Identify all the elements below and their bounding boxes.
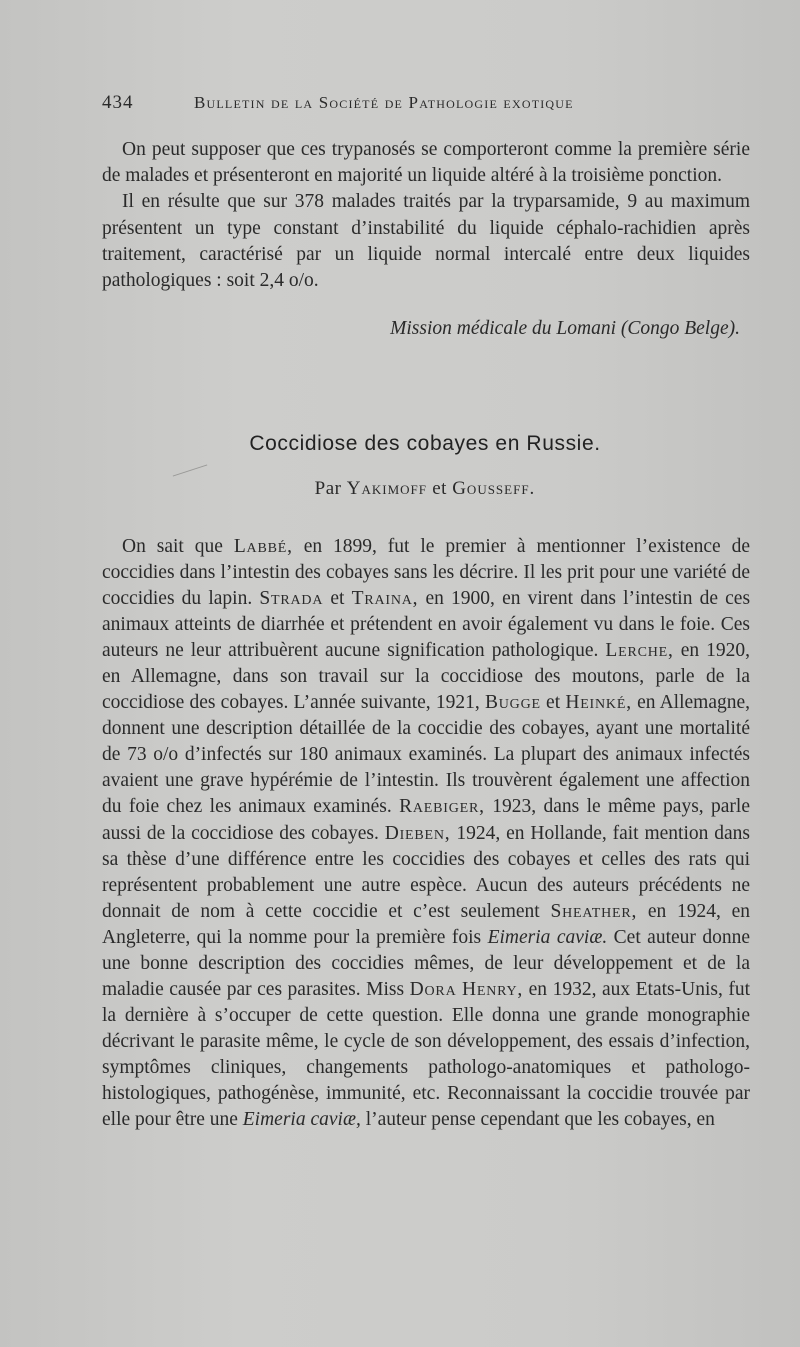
cited-author: Sheather,	[550, 900, 638, 922]
author-name: Gousseff.	[452, 478, 536, 499]
journal-title: Bulletin de la Société de Pathologie exotique	[194, 93, 574, 112]
cited-author: Dieben,	[384, 822, 451, 844]
text-run: Cet auteur donne une bonne description des coccidies mêmes, de leur développement et de la maladie causée par ces parasites. Miss	[102, 926, 750, 1000]
text-run: l’auteur pense cependant que les cobayes, en	[365, 1109, 715, 1131]
previous-article-text	[102, 137, 750, 294]
text-run: en 1899, fut le premier à mentionner l’existence de coccidies dans l’intestin des cobayes sans les décrire. Il les prit pour une variété de coccidies du lapin.	[102, 536, 750, 610]
text-run: en 1924, en Angleterre, qui la nomme pour la première fois	[102, 900, 751, 948]
text-run: en 1932, aux Etats-Unis, fut la dernière à s’occuper de cette question. Elle donna une grande monographie décrivant le parasite même, le cycle de son développement, des essais d’infection, symptômes cliniques, changements pathologo-anatomiques et pathologo-histologiques, pathogénèse, immunité, etc. Reconnaissant la coccidie trouvée par elle pour être une	[102, 978, 751, 1131]
text-run: en Allemagne, donnent une description détaillée de la coccidie des cobayes, ayant une mortalité de 73 o/o d’infectés sur 180 animaux examinés. La plupart des animaux infectés avaient une grave hypérémie de l’intestin. Ils trouvèrent également une affection du foie chez les animaux examinés.	[102, 692, 751, 818]
running-head	[102, 92, 702, 114]
byline-prefix: Par	[314, 478, 342, 499]
text-run: en 1900, en virent dans l’intestin de ces animaux atteints de diarrhée et prétendent en avoir également vu dans le foie. Ces auteurs ne leur attribuèrent aucune signification pathologique.	[102, 588, 751, 662]
signature: Mission médicale du Lomani (Congo Belge).	[390, 318, 740, 339]
byline	[0, 478, 800, 500]
text-run: en 1920, en Allemagne, dans son travail sur la coccidiose des moutons, parle de la coccidiose des cobayes. L’année suivante, 1921,	[102, 640, 750, 714]
text-run: 1923, dans le même pays, parle aussi de la coccidiose des cobayes.	[102, 796, 751, 844]
cited-author: Traina,	[351, 588, 419, 610]
cited-author: Heinké,	[565, 692, 632, 714]
cited-author: Lerche,	[605, 640, 674, 662]
byline-and: et	[432, 478, 447, 499]
stray-mark	[173, 464, 208, 476]
article-body	[102, 534, 750, 1133]
author-name: Yakimoff	[346, 478, 427, 499]
text-run: et	[546, 692, 561, 714]
species-name: Eimeria caviæ,	[242, 1109, 361, 1131]
paragraph	[102, 534, 750, 1133]
cited-author: Dora	[409, 978, 457, 1000]
paragraph: On peut supposer que ces trypanosés se comporteront comme la première série de malades et présenteront en majorité un liquide altéré à la troisième ponction.	[102, 139, 750, 187]
cited-author: Strada	[259, 588, 324, 610]
cited-author: Labbé,	[233, 536, 293, 557]
species-name: Eimeria caviæ.	[487, 926, 608, 948]
text-run: et	[330, 588, 345, 610]
text-run: 1924, en Hollande, fait mention dans sa thèse d’une différence entre les coccidies des cobayes et celles des rats qui représentent probablement une autre espèce. Aucun des auteurs précédents ne donnait de nom à cette coccidie et c’est seulement	[102, 822, 750, 922]
cited-author: Henry,	[462, 978, 524, 1000]
paragraph: Il en résulte que sur 378 malades traités par la tryparsamide, 9 au maximum présentent un type constant d’instabilité du liquide céphalo-rachidien après traitement, caractérisé par un liquide normal intercalé entre deux liquides pathologiques : soit 2,4 o/o.	[102, 191, 750, 292]
cited-author: Raebiger,	[399, 796, 485, 818]
page-number: 434	[102, 92, 134, 113]
cited-author: Bugge	[484, 692, 541, 714]
article-title: Coccidiose des cobayes en Russie.	[249, 432, 601, 455]
text-run: On sait que	[122, 536, 223, 557]
